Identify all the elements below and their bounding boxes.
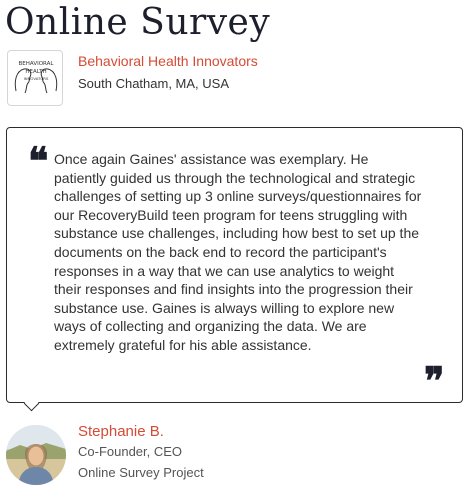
avatar-photo: [6, 425, 66, 485]
quote-close-icon: ❞: [424, 358, 445, 403]
company-logo: [7, 50, 63, 106]
review-text: Once again Gaines' assistance was exemplary. He patiently guided us through the technological and strategic challenges of setting up 3 online surveys/questionnaires for our RecoveryBuild teen program for teens struggling with substance use challenges, including how best to set up the documents on the back end to record the participant's responses in a way that we can use analytics to weight their responses and find insights into the progression their substance use. Gaines is always willing to explore new ways of collecting and organizing the data. We are extremely grateful for his able assistance.: [54, 151, 422, 353]
reviewer-project: Online Survey Project: [78, 465, 204, 480]
logo-text-line-3: INNOVATORS: [23, 76, 49, 81]
page-title: Online Survey: [5, 2, 271, 43]
reviewer-title: Co-Founder, CEO: [78, 444, 183, 459]
quote-open-icon: ❝: [28, 138, 49, 183]
company-location: South Chatham, MA, USA: [78, 76, 230, 91]
logo-text-line-1: BEHAVIORAL: [18, 61, 54, 67]
reviewer-name: Stephanie B.: [78, 423, 164, 440]
company-name[interactable]: Behavioral Health Innovators: [78, 53, 258, 69]
reviewer-avatar: [6, 425, 66, 485]
logo-text-line-2: HEALTH: [25, 69, 47, 75]
logo-graphic: [8, 51, 63, 106]
